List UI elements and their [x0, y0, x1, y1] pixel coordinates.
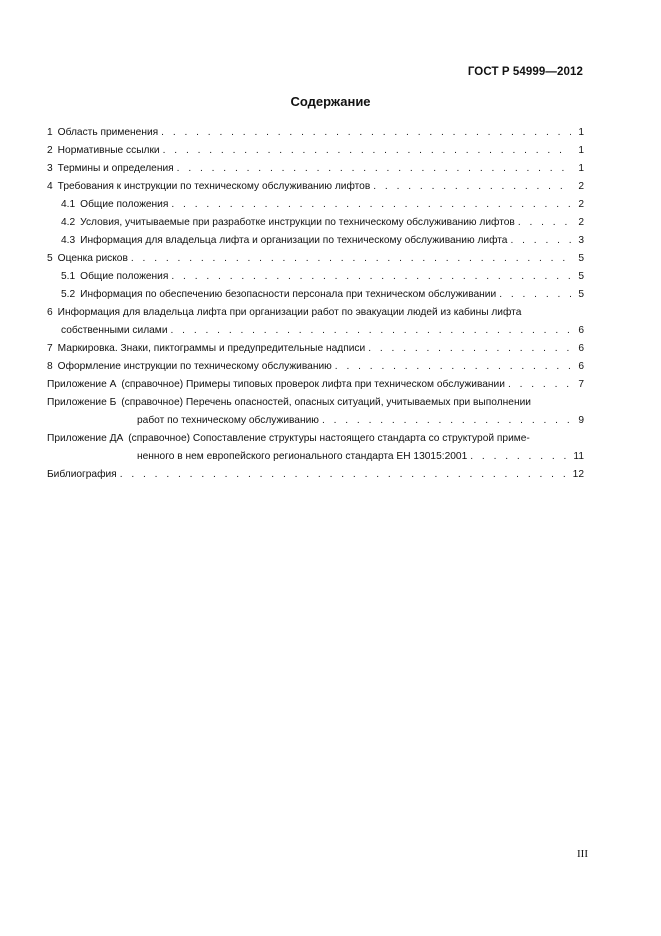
- toc-entry-page: 2: [578, 181, 584, 192]
- dot-leader: [131, 250, 571, 268]
- dot-leader: [368, 340, 571, 358]
- toc-entry-page: 5: [578, 289, 584, 300]
- toc-entry-page: 6: [578, 361, 584, 372]
- toc-entry-3[interactable]: [47, 160, 584, 178]
- toc-entry-label: (справочное) Сопоставление структуры настоящего стандарта со структурой приме-: [128, 433, 530, 444]
- toc-entry-page: 1: [578, 127, 584, 138]
- toc-entry-label: Нормативные ссылки: [57, 145, 160, 156]
- page-number: III: [577, 848, 588, 860]
- toc-entry-number: 4.1: [61, 199, 76, 210]
- dot-leader: [499, 286, 571, 304]
- toc-entry-number: 7: [47, 343, 53, 354]
- toc-entry-page: 1: [578, 163, 584, 174]
- toc-entry-label: Область применения: [57, 127, 159, 138]
- toc-entry-label: Информация по обеспечению безопасности персонала при техническом обслуживании: [80, 289, 497, 300]
- toc-entry-number: 4.3: [61, 235, 76, 246]
- toc-entry-label: Условия, учитываемые при разработке инструкции по техническому обслуживанию лифтов: [80, 217, 515, 228]
- dot-leader: [518, 214, 571, 232]
- toc-entry-6[interactable]: [47, 304, 584, 322]
- toc-entry-page: 11: [573, 451, 584, 462]
- toc-entry-number: 1: [47, 127, 53, 138]
- toc-entry-number: 4: [47, 181, 53, 192]
- dot-leader: [508, 376, 571, 394]
- toc-entry-page: 2: [578, 217, 584, 228]
- toc-entry-label: Библиография: [47, 469, 117, 480]
- toc-entry-appendix-a[interactable]: [47, 376, 584, 394]
- toc-entry-label: Общие положения: [80, 271, 169, 282]
- toc-entry-number: Приложение ДА: [47, 433, 124, 444]
- toc-entry-number: 8: [47, 361, 53, 372]
- toc-entry-page: 2: [578, 199, 584, 210]
- toc-entry-page: 5: [578, 271, 584, 282]
- toc-entry-number: Приложение А: [47, 379, 117, 390]
- toc-entry-page: 3: [578, 235, 584, 246]
- toc-entry-5-1[interactable]: [47, 268, 584, 286]
- toc-entry-page: 6: [578, 343, 584, 354]
- dot-leader: [177, 160, 571, 178]
- toc-entry-bibliography[interactable]: [47, 466, 584, 484]
- toc-entry-page: 1: [578, 145, 584, 156]
- toc-entry-8[interactable]: [47, 358, 584, 376]
- toc-entry-label-continuation: собственными силами: [61, 325, 168, 336]
- toc-entry-label: Термины и определения: [57, 163, 174, 174]
- dot-leader: [335, 358, 571, 376]
- dot-leader: [171, 196, 571, 214]
- toc-entry-label: (справочное) Примеры типовых проверок лифта при техническом обслуживании: [121, 379, 505, 390]
- document-code: ГОСТ Р 54999—2012: [467, 66, 583, 78]
- toc-entry-label: Информация для владельца лифта при организации работ по эвакуации людей из кабины лифта: [57, 307, 522, 318]
- dot-leader: [510, 232, 571, 250]
- toc-entry-page: 12: [572, 469, 584, 480]
- toc-entry-page: 6: [578, 325, 584, 336]
- dot-leader: [171, 268, 571, 286]
- dot-leader: [470, 448, 570, 466]
- toc-entry-label: Оформление инструкции по техническому обслуживанию: [57, 361, 332, 372]
- toc-entry-7[interactable]: [47, 340, 584, 358]
- toc-entry-appendix-da-continuation[interactable]: [47, 448, 584, 466]
- table-of-contents: [47, 124, 584, 484]
- toc-entry-label: Маркировка. Знаки, пиктограммы и предупредительные надписи: [57, 343, 366, 354]
- toc-entry-label-continuation: ненного в нем европейского регионального стандарта ЕН 13015:2001: [137, 451, 468, 462]
- toc-entry-label-continuation: работ по техническому обслуживанию: [137, 415, 319, 426]
- toc-entry-4-2[interactable]: [47, 214, 584, 232]
- dot-leader: [161, 124, 571, 142]
- toc-entry-label: Требования к инструкции по техническому обслуживанию лифтов: [57, 181, 371, 192]
- toc-entry-number: 5.1: [61, 271, 76, 282]
- toc-entry-2[interactable]: [47, 142, 584, 160]
- toc-entry-page: 7: [578, 379, 584, 390]
- toc-entry-number: 5: [47, 253, 53, 264]
- dot-leader: [171, 322, 571, 340]
- toc-entry-number: 4.2: [61, 217, 76, 228]
- dot-leader: [120, 466, 570, 484]
- toc-entry-label: (справочное) Перечень опасностей, опасных ситуаций, учитываемых при выполнении: [121, 397, 531, 408]
- toc-entry-5[interactable]: [47, 250, 584, 268]
- toc-entry-4[interactable]: [47, 178, 584, 196]
- toc-entry-page: 9: [578, 415, 584, 426]
- dot-leader: [373, 178, 571, 196]
- toc-entry-number: 2: [47, 145, 53, 156]
- toc-entry-number: 3: [47, 163, 53, 174]
- toc-entry-label: Оценка рисков: [57, 253, 128, 264]
- toc-entry-number: Приложение Б: [47, 397, 117, 408]
- toc-entry-4-1[interactable]: [47, 196, 584, 214]
- toc-entry-5-2[interactable]: [47, 286, 584, 304]
- toc-entry-6-continuation[interactable]: [47, 322, 584, 340]
- toc-title: Содержание: [290, 94, 371, 109]
- toc-entry-appendix-b-continuation[interactable]: [47, 412, 584, 430]
- dot-leader: [322, 412, 571, 430]
- toc-entry-appendix-b[interactable]: [47, 394, 584, 412]
- toc-entry-number: 6: [47, 307, 53, 318]
- toc-entry-page: 5: [578, 253, 584, 264]
- toc-entry-4-3[interactable]: [47, 232, 584, 250]
- toc-entry-number: 5.2: [61, 289, 76, 300]
- dot-leader: [163, 142, 571, 160]
- toc-entry-1[interactable]: [47, 124, 584, 142]
- toc-entry-label: Информация для владельца лифта и организации по техническому обслуживанию лифта: [80, 235, 508, 246]
- toc-entry-label: Общие положения: [80, 199, 169, 210]
- toc-entry-appendix-da[interactable]: [47, 430, 584, 448]
